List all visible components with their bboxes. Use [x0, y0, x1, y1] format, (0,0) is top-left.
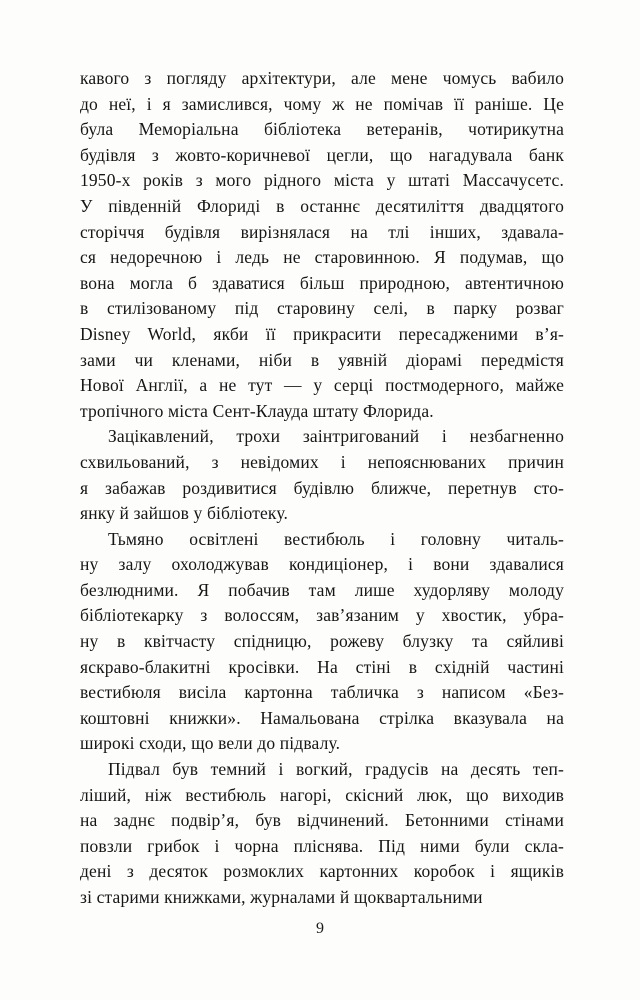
text-line: тропічного міста Сент-Клауда штату Флорида. [80, 400, 434, 421]
text-line: схвильований, з невідомих і непояснюваних причин [80, 451, 564, 472]
paragraph [80, 66, 564, 424]
text-line: янку й зайшов у бібліотеку. [80, 503, 289, 524]
text-line: до неї, і я замислився, чому ж не помічав її раніше. Це [80, 93, 564, 114]
text-block [80, 66, 564, 911]
text-line: вестибюля висіла картонна табличка з написом «Без- [80, 682, 564, 703]
text-line: Підвал був темний і вогкий, градусів на десять теп- [108, 759, 564, 780]
text-line: 1950-х років з мого рідного міста у штаті Массачусетс. [80, 170, 564, 191]
text-line: в стилізованому під старовину селі, в парку розваг [80, 298, 564, 319]
paragraph [80, 424, 564, 526]
text-line: Зацікавлений, трохи заінтригований і незбагненно [108, 426, 564, 447]
text-line: ну в квітчасту спідницю, рожеву блузку та сяйливі [80, 631, 564, 652]
text-line: яскраво-блакитні кросівки. На стіні в східній частині [80, 656, 564, 677]
text-line: будівля з жовто-коричневої цегли, що нагадувала банк [80, 144, 564, 165]
text-line: я забажав роздивитися будівлю ближче, перетнув сто- [80, 477, 564, 498]
text-line: ну залу охолоджував кондиціонер, і вони здавалися [80, 554, 564, 575]
text-line: зі старими книжками, журналами й щоквартальними [80, 887, 483, 907]
text-line: широкі сходи, що вели до підвалу. [80, 733, 341, 754]
text-line: зами чи кленами, ніби в уявній діорамі передмістя [80, 349, 564, 370]
page-number: 9 [316, 920, 324, 937]
text-line: бібліотекарку з волоссям, зав’язаним у хвостик, убра- [80, 605, 564, 626]
text-line: коштовні книжки». Намальована стрілка вказувала на [80, 707, 564, 728]
text-line: на заднє подвір’я, був відчинений. Бетонними стінами [80, 810, 564, 831]
text-line: безлюдними. Я побачив там лише худорляву молоду [80, 579, 564, 600]
text-line: У південній Флориді в останнє десятиліття двадцятого [80, 195, 564, 216]
text-line: кавого з погляду архітектури, але мене чомусь вабило [80, 68, 564, 88]
text-line: Нової Англії, а не тут — у серці постмодерного, майже [80, 375, 564, 396]
text-line: дені з десяток розмоклих картонних коробок і ящиків [80, 861, 564, 882]
text-line: вона могла б здаватися більш природною, автентичною [80, 272, 564, 293]
text-line: Disney World, якби її прикрасити пересадженими в’я- [80, 323, 564, 344]
paragraph [80, 527, 564, 757]
text-line: ся недоречною і ледь не старовинною. Я подумав, що [80, 247, 564, 268]
text-line: ліший, ніж вестибюль нагорі, скісний люк, що виходив [80, 784, 564, 805]
text-line: сторіччя будівля вирізнялася на тлі інших, здавала- [80, 221, 564, 242]
text-line: була Меморіальна бібліотека ветеранів, чотирикутна [80, 119, 564, 140]
text-line: Тьмяно освітлені вестибюль і головну читаль- [108, 528, 564, 549]
text-line: повзли грибок і чорна пліснява. Під ними були скла- [80, 835, 564, 856]
paragraph [80, 757, 564, 911]
